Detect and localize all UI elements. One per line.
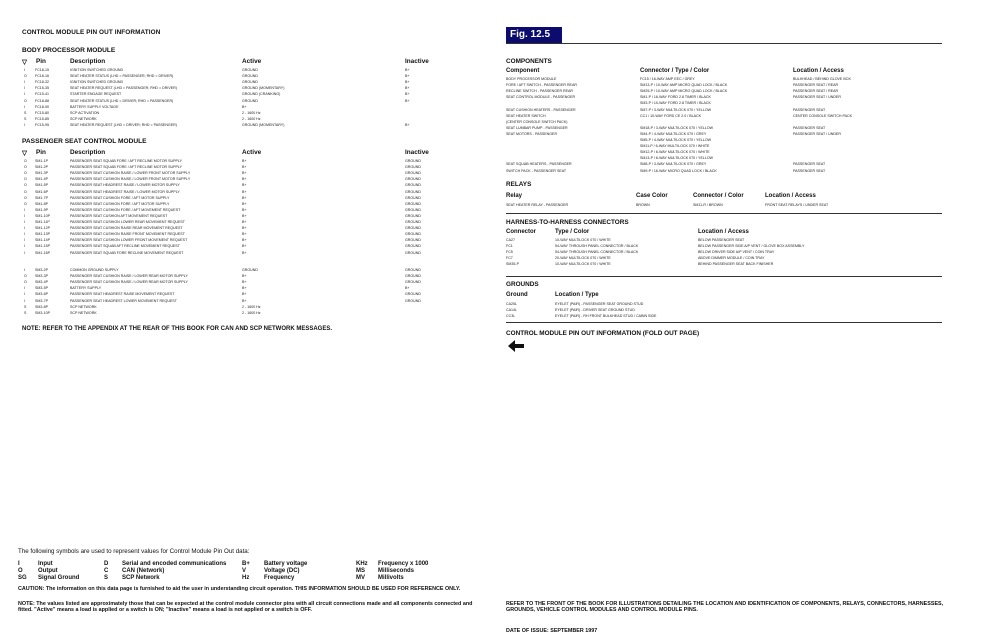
pscm-row-symbol: O [24,274,27,279]
symbol-key: B+ [242,561,250,567]
pscm-row-description: PASSENGER SEAT HEADREST RAISE / LOWER MOTOR SUPPLY [70,183,180,188]
pscm-row-active: B+ [242,213,247,218]
symbol-key: KHz [356,561,368,567]
pscm-row-pin: SM1-4P [35,177,48,182]
pscm-row-symbol: I [24,244,25,249]
bottom-note: NOTE: The values listed are approximately those that can be expected at the control module connector pins with all circuit connections made and all components connected and fitted. "Active" means a load is applied or a switch is ON; "Inactive" means a load is not applied or a switch is OFF. [18,601,473,614]
pscm-row-symbol: I [24,250,25,255]
pscm-row-description: PASSENGER SEAT HEADREST RAISE / LOWER MOTOR SUPPLY [70,189,180,194]
bpm-row-description: IGNITION SWITCHED GROUND [70,80,124,85]
component-row-connector: SM18-P / 3-WAY MULTILOCK 070 / YELLOW [640,125,714,130]
bpm-row-pin: FC15-80 [35,110,49,115]
component-row-location: PASSENGER SEAT / REAR [793,83,839,88]
pscm-row-pin: SM3-2P [35,268,48,272]
grounds-header-ground: Ground [506,292,528,298]
harness-row-connector: FC1 [506,244,513,249]
symbol-meaning: Millivolts [378,575,404,581]
symbol-key: MV [356,575,365,581]
bpm-row-pin: FC18-88 [35,98,49,103]
pscm-row-description: SCP NETWORK [70,310,97,315]
harness-row-type: 10-WAY MULTILOCK 070 / WHITE [555,262,611,267]
pscm-row-description: PASSENGER SEAT CUSHION RAISE / LOWER FRONT MOTOR SUPPLY [70,171,191,176]
harness-divider [506,276,942,277]
components-header-component: Component [506,68,540,74]
pscm-row-symbol: I [24,226,25,231]
symbol-meaning: Frequency x 1000 [378,561,429,567]
components-header-location: Location / Access [793,68,844,74]
pscm-row-description: PASSENGER SEAT SQUAB FORE / AFT RECLINE MOTOR SUPPLY [70,159,183,163]
bpm-row-description: BATTERY SUPPLY VOLTAGE [70,104,119,109]
bpm-row-symbol: I [24,122,25,127]
pscm-header-sym: ▽ [22,150,27,157]
bpm-row-symbol: I [24,80,25,85]
grounds-title: GROUNDS [506,281,539,288]
pscm-row-symbol: I [24,292,25,297]
bpm-row-inactive: B+ [405,98,410,103]
bpm-row-pin: FC18-16 [35,74,49,79]
pscm-row-pin: SM1-15P [35,244,50,249]
pscm-row-active: B+ [242,201,247,206]
left-note: NOTE: REFER TO THE APPENDIX AT THE REAR OF THIS BOOK FOR CAN AND SCP NETWORK MESSAGES. [22,326,333,332]
relays-divider [506,213,942,214]
bpm-row-active: 2 - 1600 Hz [242,110,261,115]
harness-row-type: 20-WAY MULTILOCK 070 / WHITE [555,256,611,261]
pscm-row-symbol: I [24,232,25,237]
ground-row-ground: CA14L [506,308,517,313]
pscm-row-active: B+ [242,220,247,224]
bpm-row-active: B+ [242,104,247,109]
bpm-header-inactive: Inactive [405,58,429,65]
component-row-component: BODY PROCESSOR MODULE [506,77,557,81]
grounds-divider [506,322,942,323]
bpm-row-inactive: B+ [405,122,410,127]
ground-row-location: EYELET (PAIR) - DRIVER SEAT GROUND STUD [555,308,635,313]
ground-row-ground: CC3L [506,314,516,319]
bpm-row-description: SEAT HEATER REQUEST (LHD = DRIVER; RHD = PASSENGER) [70,122,177,127]
relays-header-connector: Connector / Color [693,193,744,199]
pscm-header-active: Active [242,149,262,156]
symbol-key: Hz [242,575,250,581]
bpm-row-description: SEAT HEATER STATUS (LHD = DRIVER; RHD = PASSENGER) [70,98,174,103]
harness-row-connector: CA27 [506,238,515,242]
component-row-connector: CC1 / 10-WAY FORD CE 2.0 / BLACK [640,113,702,118]
relays-title: RELAYS [506,181,532,188]
component-row-location: PASSENGER SEAT [793,107,826,112]
pscm-row-active: B+ [242,244,247,249]
pscm-row-symbol: O [24,280,27,285]
pscm-row-pin: SM1-10P [35,213,50,218]
pscm-row-active: B+ [242,165,247,170]
pscm-row-description: PASSENGER SEAT CUSHION FORE / AFT MOTOR SUPPLY [70,201,170,206]
bpm-title: BODY PROCESSOR MODULE [22,47,116,54]
bpm-row-description: IGNITION SWITCHED GROUND [70,68,124,72]
component-row-component: SEAT HEATER SWITCH [506,113,546,118]
component-row-location: PASSENGER SEAT [793,168,826,173]
component-row-connector: SM11-P / 6-WAY MULTILOCK 070 / WHITE [640,144,710,149]
pscm-row-inactive: GROUND [405,207,421,212]
symbol-key: O [18,568,23,574]
pscm-row-symbol: O [24,165,27,170]
pscm-row-pin: SM3-3P [35,274,48,279]
symbol-key: I [18,561,20,567]
pscm-row-active: B+ [242,226,247,231]
bpm-row-active: GROUND [242,68,258,72]
pscm-row-pin: SM1-9P [35,207,48,212]
bpm-row-symbol: I [24,68,25,72]
harness-row-type: 10-WAY MULTILOCK 070 / WHITE [555,238,611,242]
relays-header-location: Location / Access [765,193,816,199]
relays-header-case: Case Color [636,193,668,199]
harness-row-location: BELOW PASSENGER SEAT [698,238,745,242]
bpm-row-active: GROUND (MOMENTARY) [242,122,285,127]
component-row-connector: SM4-P / 4-WAY MULTILOCK 070 / GREY [640,131,707,136]
fig-divider [506,43,942,44]
bpm-row-inactive: B+ [405,92,410,97]
pscm-row-inactive: GROUND [405,159,421,163]
pscm-row-inactive: GROUND [405,226,421,231]
pscm-row-active: B+ [242,189,247,194]
component-row-connector: SM12-P / 6-WAY MULTILOCK 070 / WHITE [640,150,710,155]
component-row-component: SEAT CONTROL MODULE - PASSENGER [506,95,576,100]
arrow-left-icon [508,340,524,352]
caution-text: CAUTION: The information on this data page is furnished to aid the user in understanding circuit operation. THIS INFORMATION SHOULD BE USED FOR REFERENCE ONLY. [18,586,461,592]
pscm-row-pin: SM3-4P [35,280,48,285]
bpm-row-active: GROUND (MOMENTARY) [242,86,285,91]
symbol-meaning: Voltage (DC) [264,568,300,574]
pscm-row-description: PASSENGER SEAT SQUAB AFT RECLINE MOVEMENT REQUEST [70,244,180,249]
grounds-header-location: Location / Type [555,292,599,298]
harness-header-connector: Connector [506,229,536,235]
bpm-row-symbol: I [24,92,25,97]
pscm-row-symbol: S [24,310,27,315]
relay-row-relay: SEAT HEATER RELAY - PASSENGER [506,203,569,207]
component-row-connector: SM8-P / 3-WAY MULTILOCK 070 / GREY [640,162,707,167]
pscm-row-description: PASSENGER SEAT CUSHION RAISE REAR MOVEMENT REQUEST [70,226,183,231]
harness-row-connector: SM35-P [506,262,519,267]
pscm-row-description: PASSENGER SEAT SQUAB FORE / AFT RECLINE MOTOR SUPPLY [70,165,183,170]
pscm-row-active: B+ [242,238,247,243]
symbol-meaning: Milliseconds [378,568,415,574]
bpm-header-pin: Pin [36,58,46,65]
pscm-row-inactive: GROUND [405,195,421,200]
pscm-row-symbol: O [24,201,27,206]
right-bottom-note: REFER TO THE FRONT OF THE BOOK FOR ILLUSTRATIONS DETAILING THE LOCATION AND IDENTIFICATION OF COMPONENTS, RELAYS, CONNECTORS, HARNESSES, GROUNDS, VEHICLE CONTROL MODULES AND CONTROL MODULE PINS. [506,601,944,614]
pscm-row-inactive: GROUND [405,220,421,224]
bpm-row-description: SEAT HEATER STATUS (LHD = PASSENGER; RHD = DRIVER) [70,74,174,79]
pscm-row-symbol: O [24,177,27,182]
bpm-row-active: GROUND [242,98,258,103]
page-title: CONTROL MODULE PIN OUT INFORMATION [22,29,161,36]
pscm-row-symbol: I [24,286,25,291]
bpm-row-active: 2 - 1600 Hz [242,116,261,121]
pscm-row-active: B+ [242,274,247,279]
pscm-row-pin: SM1-14P [35,238,50,243]
bpm-row-symbol: S [24,110,27,115]
pscm-row-symbol: I [24,220,25,224]
pscm-row-pin: SM1-8P [35,201,48,206]
components-title: COMPONENTS [506,58,552,65]
component-row-connector: FC15 / 16-WAY AMP EEC / GREY [640,77,695,81]
pscm-row-pin: SM1-7P [35,195,48,200]
pscm-row-description: PASSENGER SEAT CUSHION AFT MOVEMENT REQUEST [70,213,168,218]
pscm-row-symbol: I [24,298,25,303]
bpm-row-inactive: B+ [405,86,410,91]
bpm-row-pin: FC15-35 [35,86,49,91]
relays-header-relay: Relay [506,193,523,199]
bpm-row-inactive: B+ [405,68,410,72]
pscm-row-active: B+ [242,286,247,291]
ground-row-location: EYELET (PAIR) - RH FRONT BULKHEAD STUD / CABIN SIDE [555,314,657,319]
component-row-component: FORE / AFT SWITCH - PASSENGER REAR [506,83,577,88]
pscm-row-pin: SM1-5P [35,183,48,188]
component-row-connector: SM13-P / 6-WAY MULTILOCK 070 / YELLOW [640,156,714,161]
bpm-row-pin: FC15-95 [35,122,49,127]
bpm-row-active: GROUND [242,74,258,79]
component-row-component: SEAT CUSHION HEATERS - PASSENGER [506,107,576,112]
bpm-row-inactive: B+ [405,74,410,79]
pscm-row-active: GROUND [242,268,258,272]
bpm-header-active: Active [242,58,262,65]
pscm-row-inactive: GROUND [405,232,421,237]
pscm-row-symbol: O [24,171,27,176]
harness-row-connector: FC5 [506,250,513,255]
pscm-row-inactive: GROUND [405,201,421,206]
bpm-row-symbol: S [24,116,27,121]
pscm-row-symbol: S [24,304,27,309]
bpm-row-pin: FC18-15 [35,68,49,72]
pscm-row-pin: SM1-11P [35,220,50,224]
pscm-row-description: PASSENGER SEAT CUSHION LOWER FRONT MOVEMENT REQUEST [70,238,188,243]
bpm-row-symbol: O [24,98,27,103]
pscm-row-description: COMMON GROUND SUPPLY [70,268,119,272]
pscm-row-description: PASSENGER SEAT CUSHION RAISE FRONT MOVEMENT REQUEST [70,232,185,237]
pscm-row-pin: SM1-2P [35,165,48,170]
pscm-row-pin: SM1-16P [35,250,50,255]
bpm-header-sym: ▽ [22,59,27,66]
component-row-connector: SM5-P / 4-WAY MULTILOCK 070 / YELLOW [640,138,712,142]
pscm-row-inactive: GROUND [405,244,421,249]
pscm-row-pin: SM1-1P [35,159,48,163]
component-row-connector: SM25-P / 10-WAY AMP MICRO QUAD LOCK / BLACK [640,89,728,94]
pscm-row-description: PASSENGER SEAT CUSHION FORE / AFT MOVEMENT REQUEST [70,207,181,212]
harness-row-type: 54-WAY THROUGH PANEL CONNECTOR / BLACK [555,244,639,249]
bpm-row-pin: FC15-41 [35,92,49,97]
relay-row-connector: SM11-R / BROWN [693,203,723,207]
pscm-header-pin: Pin [36,149,46,156]
component-row-connector: SM3-P / 10-WAY FORD 2.8 TIMER / BLACK [640,101,711,106]
pscm-row-active: 2 - 1600 Hz [242,310,261,315]
pscm-row-symbol: O [24,159,27,163]
pscm-row-pin: SM3-10P [35,310,50,315]
pscm-header-inactive: Inactive [405,149,429,156]
pscm-row-active: B+ [242,207,247,212]
component-row-connector: SM1-P / 16-WAY FORD 2.8 TIMER / BLACK [640,95,711,100]
component-row-component: SWITCH PACK - PASSENGER SEAT [506,168,567,173]
pscm-row-inactive: GROUND [405,171,421,176]
component-row-component: RECLINE SWITCH - PASSENGER REAR [506,89,574,94]
pscm-row-inactive: GROUND [405,213,421,218]
pscm-row-inactive: GROUND [405,274,421,279]
bpm-row-inactive: B+ [405,80,410,85]
symbol-key: S [104,575,109,581]
pscm-row-description: PASSENGER SEAT CUSHION RAISE / LOWER REAR MOTOR SUPPLY [70,274,188,279]
component-row-location: PASSENGER SEAT [793,125,826,130]
components-header-connector: Connector / Type / Color [640,68,710,74]
ground-row-location: EYELET (PAIR) - PASSENGER SEAT GROUND STUD [555,302,644,306]
bpm-header-description: Description [70,58,106,65]
symbol-meaning: CAN (Network) [122,568,165,574]
date-of-issue: DATE OF ISSUE: SEPTEMBER 1997 [506,628,598,634]
pscm-row-description: PASSENGER SEAT CUSHION LOWER REAR MOVEMENT REQUEST [70,220,185,224]
harness-header-location: Location / Access [698,229,749,235]
harness-row-location: BEHIND PASSENGER SEAT BACK FINISHER [698,262,774,267]
symbol-key: V [242,568,247,574]
component-row-component: SEAT LUMBAR PUMP - PASSENGER [506,125,568,130]
pscm-row-description: PASSENGER SEAT CUSHION RAISE / LOWER FRONT MOTOR SUPPLY [70,177,191,182]
pscm-row-active: B+ [242,292,247,297]
fig-label: Fig. 12.5 [506,27,562,43]
relay-row-case: BROWN [636,203,650,207]
component-row-location: BULKHEAD / BEHIND GLOVE BOX [793,77,851,81]
pscm-row-inactive: GROUND [405,177,421,182]
pscm-row-inactive: GROUND [405,165,421,170]
pscm-row-description: BATTERY SUPPLY [70,286,102,291]
pscm-row-inactive: B+ [405,286,410,291]
pscm-row-pin: SM1-13P [35,232,50,237]
harness-row-location: ABOVE DIMMER MODULE / COIN TRAY [698,256,765,261]
pscm-row-description: PASSENGER SEAT HEADREST LOWER MOVEMENT REQUEST [70,298,177,303]
pscm-row-symbol: I [24,213,25,218]
pscm-row-active: B+ [242,195,247,200]
pscm-row-symbol: O [24,195,27,200]
bpm-row-description: SCP ACTIVATION [70,110,100,115]
pscm-row-description: PASSENGER SEAT SQUAB FORE RECLINE MOVEMENT REQUEST [70,250,184,255]
bpm-row-symbol: I [24,86,25,91]
pscm-row-inactive: GROUND [405,298,421,303]
pscm-row-symbol: O [24,189,27,194]
pscm-row-symbol: I [24,207,25,212]
pscm-row-active: B+ [242,159,247,163]
pscm-row-active: B+ [242,232,247,237]
pscm-row-active: B+ [242,298,247,303]
symbol-meaning: Input [38,561,53,567]
pscm-row-pin: SM1-12P [35,226,50,231]
bpm-row-description: STARTER ENGAGE REQUEST [70,92,122,97]
bpm-row-pin: FC18-90 [35,104,49,109]
pscm-row-symbol: O [24,183,27,188]
relay-row-location: FRONT SEAT RELAYS / UNDER SEAT [765,203,829,207]
harness-row-type: 54-WAY THROUGH PANEL CONNECTOR / BLACK [555,250,639,255]
pscm-row-active: 2 - 1600 Hz [242,304,261,309]
bpm-row-pin: FC18-32 [35,80,49,85]
pscm-row-description: PASSENGER SEAT CUSHION RAISE / LOWER REAR MOTOR SUPPLY [70,280,188,285]
pscm-row-active: B+ [242,280,247,285]
pscm-row-inactive: GROUND [405,280,421,285]
component-row-location: PASSENGER SEAT [793,162,826,167]
symbol-key: C [104,568,109,574]
component-row-location: PASSENGER SEAT / UNDER [793,131,841,136]
pscm-row-inactive: GROUND [405,183,421,188]
pscm-row-active: B+ [242,171,247,176]
bpm-row-active: GROUND [242,80,258,85]
pscm-row-pin: SM1-6P [35,189,48,194]
pscm-row-inactive: GROUND [405,189,421,194]
symbol-meaning: Battery voltage [264,561,308,567]
harness-row-location: BELOW DRIVER SIDE A/P VENT / COIN TRAY [698,250,775,255]
component-row-component: SEAT SQUAB HEATERS - PASSENGER [506,162,572,167]
component-row-component: SEAT MOTORS - PASSENGER [506,131,558,136]
component-row-component: (CENTER CONSOLE SWITCH PACK) [506,119,568,124]
symbol-meaning: Output [38,568,58,574]
bpm-row-active: GROUND (CRANKING) [242,92,281,97]
pscm-row-active: B+ [242,250,247,255]
symbol-meaning: Serial and encoded communications [122,561,227,567]
pscm-row-pin: SM3-7P [35,298,48,303]
bpm-row-symbol: O [24,74,27,79]
symbol-meaning: SCP Network [122,575,160,581]
pscm-header-description: Description [70,149,106,156]
pscm-row-pin: SM3-8P [35,304,48,309]
foldout-title: CONTROL MODULE PIN OUT INFORMATION (FOLD OUT PAGE) [506,330,700,337]
symbol-key: MS [356,568,365,574]
pscm-row-active: B+ [242,183,247,188]
component-row-location: CENTER CONSOLE SWITCH PACK [793,113,853,118]
component-row-location: PASSENGER SEAT / UNDER [793,95,841,100]
component-row-location: PASSENGER SEAT / REAR [793,89,839,94]
component-row-connector: SM7-P / 3-WAY MULTILOCK 070 / YELLOW [640,107,712,112]
pscm-row-inactive: GROUND [405,292,421,297]
symbol-meaning: Frequency [264,575,295,581]
symbol-key: D [104,561,109,567]
harness-row-connector: FC7 [506,256,513,261]
pscm-row-symbol: I [24,268,25,272]
harness-header-type: Type / Color [555,229,590,235]
pscm-row-description: PASSENGER SEAT CUSHION FORE / AFT MOTOR SUPPLY [70,195,170,200]
pscm-row-pin: SM3-5P [35,286,48,291]
pscm-row-active: B+ [242,177,247,182]
bpm-row-description: SEAT HEATER REQUEST (LHD = PASSENGER; RHD = DRIVER) [70,86,177,91]
pscm-title: PASSENGER SEAT CONTROL MODULE [22,138,147,145]
harness-title: HARNESS-TO-HARNESS CONNECTORS [506,219,629,226]
symbols-intro: The following symbols are used to represent values for Control Module Pin Out data: [18,548,250,555]
pscm-row-inactive: GROUND [405,238,421,243]
pscm-row-pin: SM1-3P [35,171,48,176]
pscm-row-inactive: GROUND [405,250,421,255]
pscm-row-pin: SM3-6P [35,292,48,297]
bpm-row-description: SCP NETWORK [70,116,97,121]
bpm-row-pin: FC15-85 [35,116,49,121]
pscm-row-description: SCP NETWORK [70,304,97,309]
bpm-row-symbol: I [24,104,25,109]
pscm-row-symbol: I [24,238,25,243]
harness-row-location: BELOW PASSENGER SIDE A/P VENT / GLOVE BOX ASSEMBLY [698,244,805,249]
component-row-connector: SM9-P / 16-WAY MICRO QUAD LOCK / BLACK [640,168,717,173]
ground-row-ground: CA25L [506,302,517,306]
pscm-row-inactive: GROUND [405,268,421,272]
symbol-key: SG [18,575,27,581]
symbol-meaning: Signal Ground [38,575,80,581]
component-row-connector: SM13-P / 10-WAY AMP MICRO QUAD LOCK / BLACK [640,83,728,88]
pscm-row-description: PASSENGER SEAT HEADREST RAISE MOVEMENT REQUEST [70,292,175,297]
